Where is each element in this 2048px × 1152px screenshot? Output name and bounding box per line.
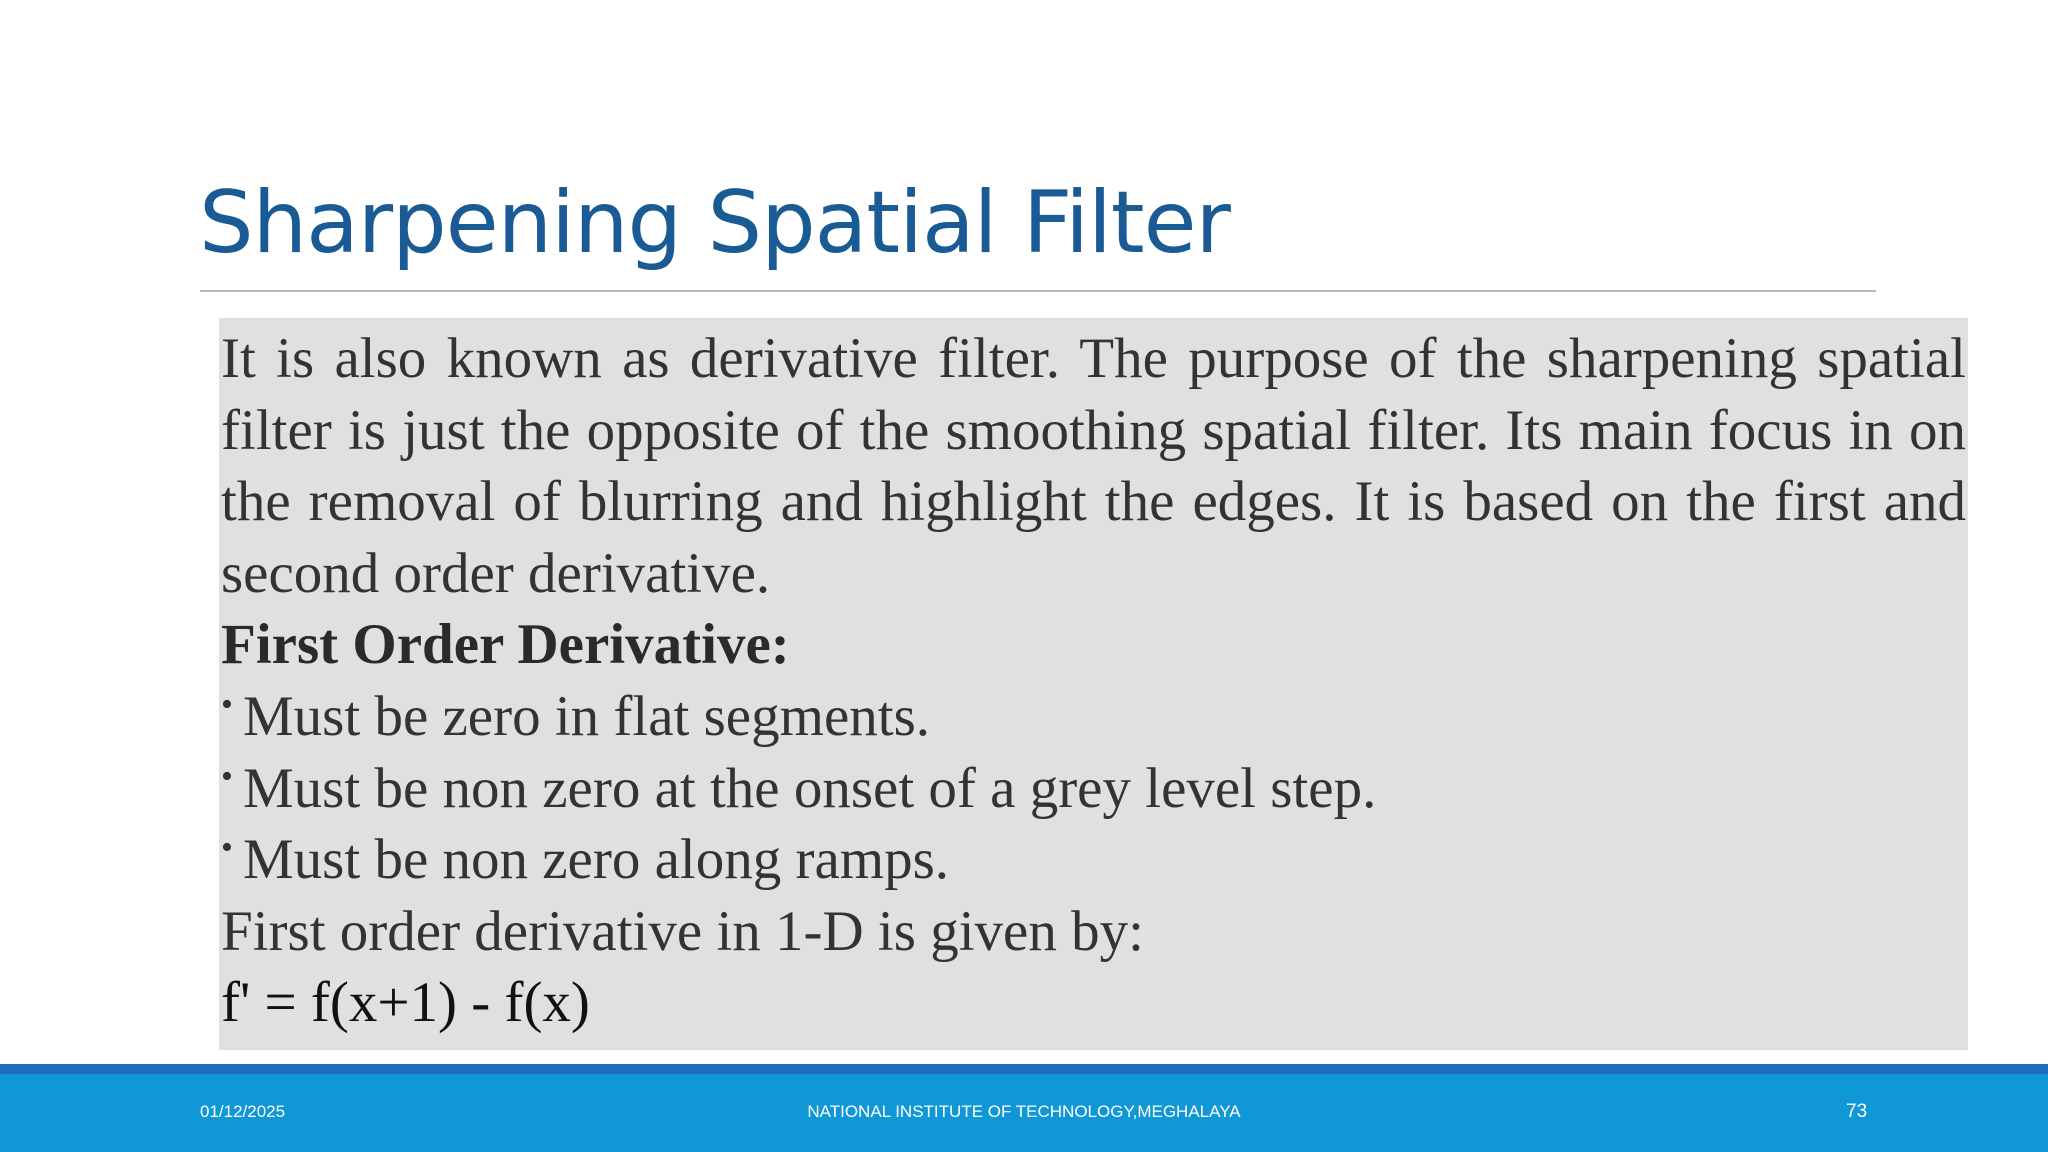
bullet-text: Must be zero in flat segments. [243, 684, 931, 748]
footer-bar [0, 1074, 2048, 1152]
bullet-item [221, 753, 1966, 825]
formula: f' = f(x+1) - f(x) [221, 971, 590, 1035]
title-divider [200, 290, 1876, 292]
content-box [219, 318, 1968, 1050]
section-heading: First Order Derivative: [221, 613, 790, 677]
bullet-icon: • [221, 829, 233, 867]
bullet-text: Must be non zero along ramps. [243, 828, 950, 892]
bullet-icon: • [221, 757, 233, 795]
formula-intro: First order derivative in 1-D is given by: [221, 899, 1144, 963]
page-number: 73 [1846, 1101, 1868, 1122]
footer-accent-strip [0, 1064, 2048, 1074]
footer-date: 01/12/2025 [200, 1102, 286, 1121]
slide-title: Sharpening Spatial Filter [199, 173, 1230, 273]
footer-institution: NATIONAL INSTITUTE OF TECHNOLOGY,MEGHALAYA [807, 1102, 1241, 1121]
intro-paragraph: It is also known as derivative filter. The purpose of the sharpening spatial filter is just the opposite of the smoothing spatial filter. Its main focus in on the removal of blurring and highlight the edges. It is based on the first and second order derivative. [221, 327, 1966, 605]
bullet-icon: • [221, 685, 233, 723]
bullet-item [221, 824, 1966, 896]
bullet-item [221, 681, 1966, 753]
bullet-text: Must be non zero at the onset of a grey level step. [243, 756, 1377, 820]
